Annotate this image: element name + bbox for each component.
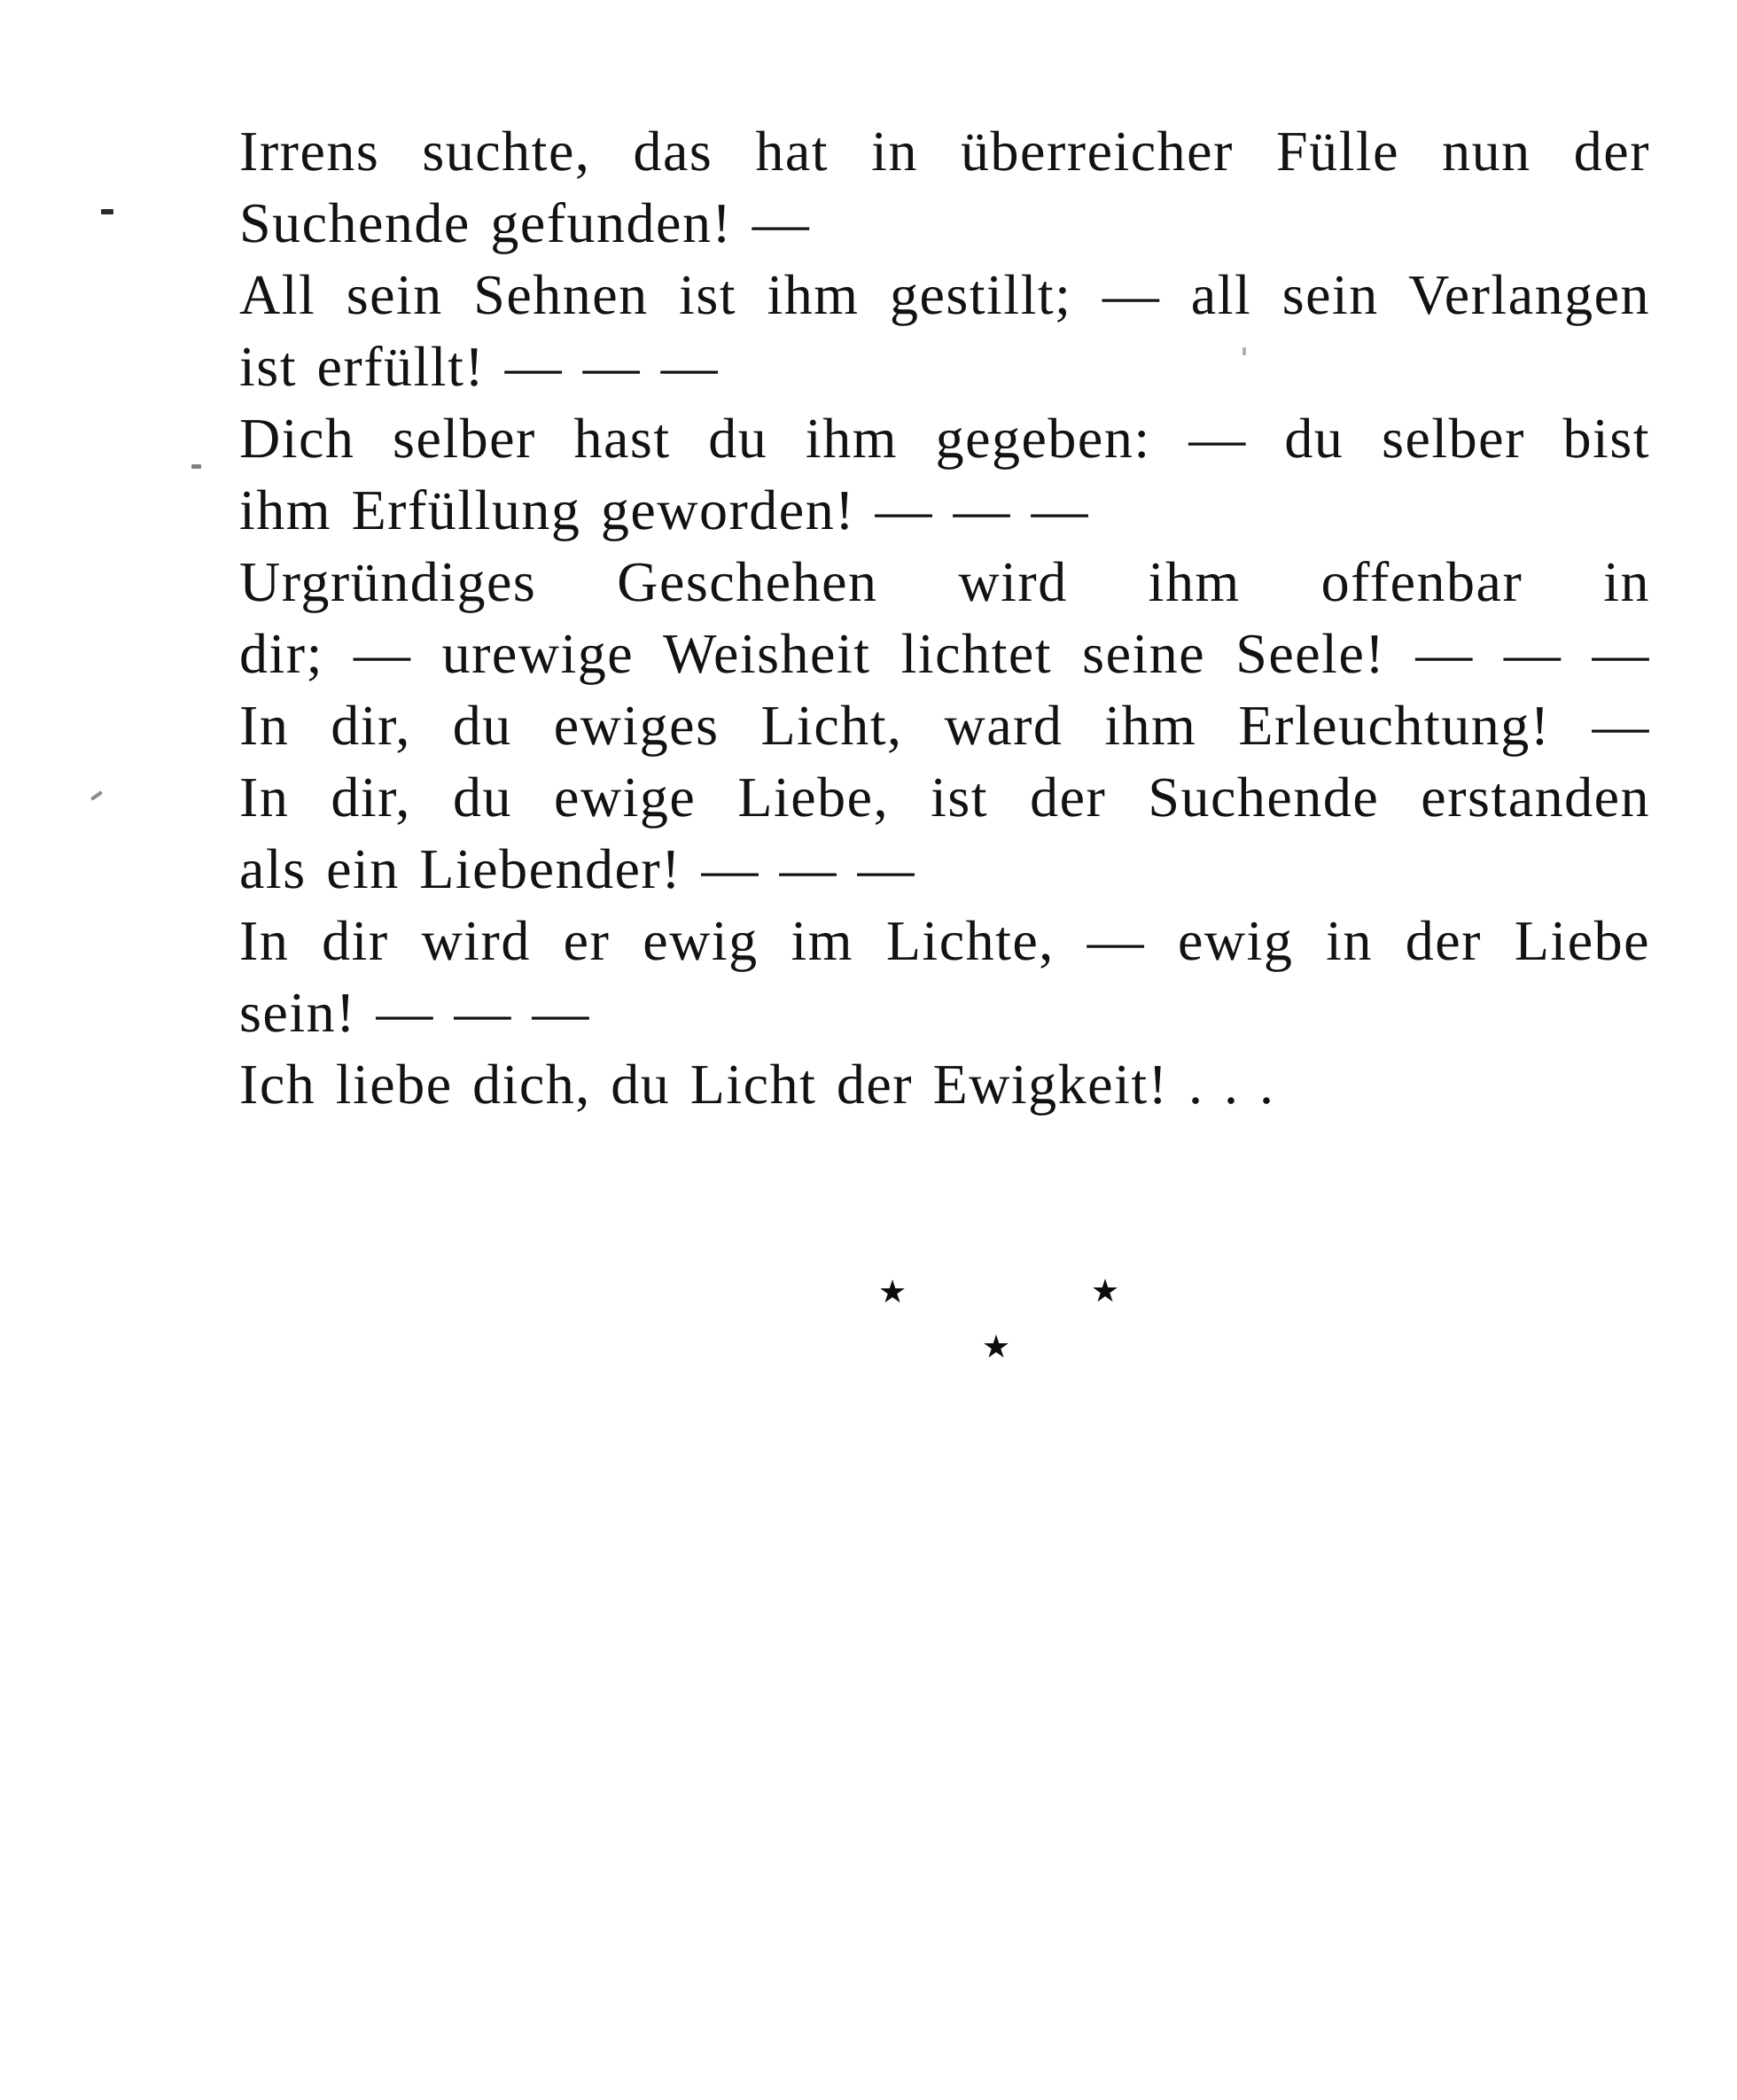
poem-line: ihm Erfüllung geworden! — — — bbox=[239, 478, 1089, 541]
poem-line: Dich selber hast du ihm gegeben: — du selber bist bbox=[239, 407, 1650, 470]
scan-speck bbox=[101, 209, 113, 214]
scan-speck bbox=[191, 464, 201, 469]
poem-line: als ein Liebender! — — — bbox=[239, 837, 915, 900]
poem-line: dir; — urewige Weisheit lichtet seine Seele! — — — bbox=[239, 622, 1650, 685]
poem-line: Ich liebe dich, du Licht der Ewigkeit! . . . bbox=[239, 1053, 1275, 1116]
poem-line: All sein Sehnen ist ihm gestillt; — all sein Verlangen bbox=[239, 263, 1650, 326]
scan-speck bbox=[1242, 347, 1246, 355]
poem-line: In dir, du ewiges Licht, ward ihm Erleuchtung! — bbox=[239, 694, 1650, 757]
poem-line: Irrens suchte, das hat in überreicher Fülle nun der bbox=[239, 120, 1650, 183]
poem-line: In dir wird er ewig im Lichte, — ewig in der Liebe bbox=[239, 909, 1650, 972]
poem-line: In dir, du ewige Liebe, ist der Suchende erstanden bbox=[239, 766, 1650, 828]
poem-line: Urgründiges Geschehen wird ihm offenbar in bbox=[239, 550, 1650, 613]
poem-line: ist erfüllt! — — — bbox=[239, 335, 720, 398]
poem-line: Suchende gefunden! — bbox=[239, 191, 811, 254]
poem-text bbox=[239, 115, 1650, 1120]
scan-speck bbox=[90, 790, 103, 800]
star-icon: ★ bbox=[981, 1329, 1011, 1365]
star-icon: ★ bbox=[1090, 1273, 1120, 1310]
star-icon: ★ bbox=[877, 1274, 907, 1311]
poem-line: sein! — — — bbox=[239, 981, 590, 1044]
